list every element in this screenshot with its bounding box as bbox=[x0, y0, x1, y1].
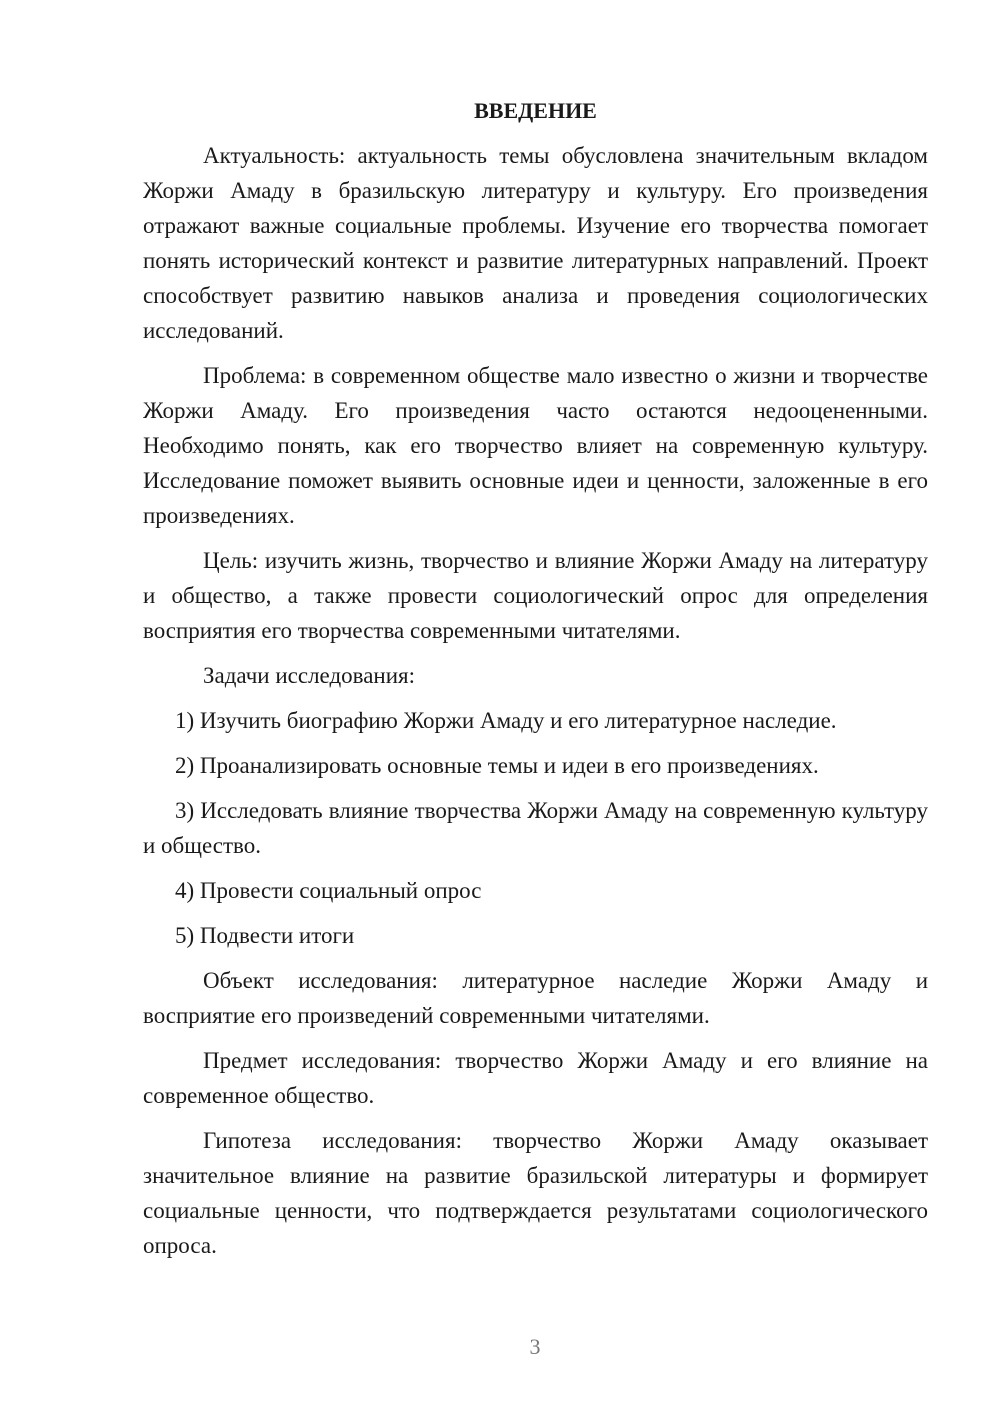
page-content bbox=[143, 96, 928, 1273]
object-paragraph: Объект исследования: литературное наследие Жоржи Амаду и восприятие его произведений современными читателями. bbox=[143, 968, 928, 1028]
relevance-paragraph: Актуальность: актуальность темы обусловлена значительным вкладом Жоржи Амаду в бразильскую литературу и культуру. Его произведения отражают важные социальные проблемы. Изучение его творчества помогает понять исторический контекст и развитие литературных направлений. Проект способствует развитию навыков анализа и проведения социологических исследований. bbox=[143, 143, 928, 343]
task-item-2: 2) Проанализировать основные темы и идеи в его произведениях. bbox=[175, 753, 819, 778]
task-item-4: 4) Провести социальный опрос bbox=[175, 878, 482, 903]
hypothesis-paragraph: Гипотеза исследования: творчество Жоржи Амаду оказывает значительное влияние на развитие бразильской литературы и формирует социальные ценности, что подтверждается результатами социологического опроса. bbox=[143, 1128, 928, 1258]
page-title: ВВЕДЕНИЕ bbox=[474, 98, 597, 123]
goal-paragraph: Цель: изучить жизнь, творчество и влияние Жоржи Амаду на литературу и общество, а также провести социологический опрос для определения восприятия его творчества современными читателями. bbox=[143, 548, 928, 643]
task-item-3: 3) Исследовать влияние творчества Жоржи Амаду на современную культуру и общество. bbox=[143, 798, 928, 858]
tasks-intro: Задачи исследования: bbox=[203, 663, 416, 688]
task-item-5: 5) Подвести итоги bbox=[175, 923, 355, 948]
problem-paragraph: Проблема: в современном обществе мало известно о жизни и творчестве Жоржи Амаду. Его произведения часто остаются недооцененными. Необходимо понять, как его творчество влияет на современную культуру. Исследование поможет выявить основные идеи и ценности, заложенные в его произведениях. bbox=[143, 363, 928, 528]
page-number: 3 bbox=[529, 1334, 541, 1359]
subject-paragraph: Предмет исследования: творчество Жоржи Амаду и его влияние на современное общество. bbox=[143, 1048, 928, 1108]
task-item-1: 1) Изучить биографию Жоржи Амаду и его литературное наследие. bbox=[175, 708, 837, 733]
